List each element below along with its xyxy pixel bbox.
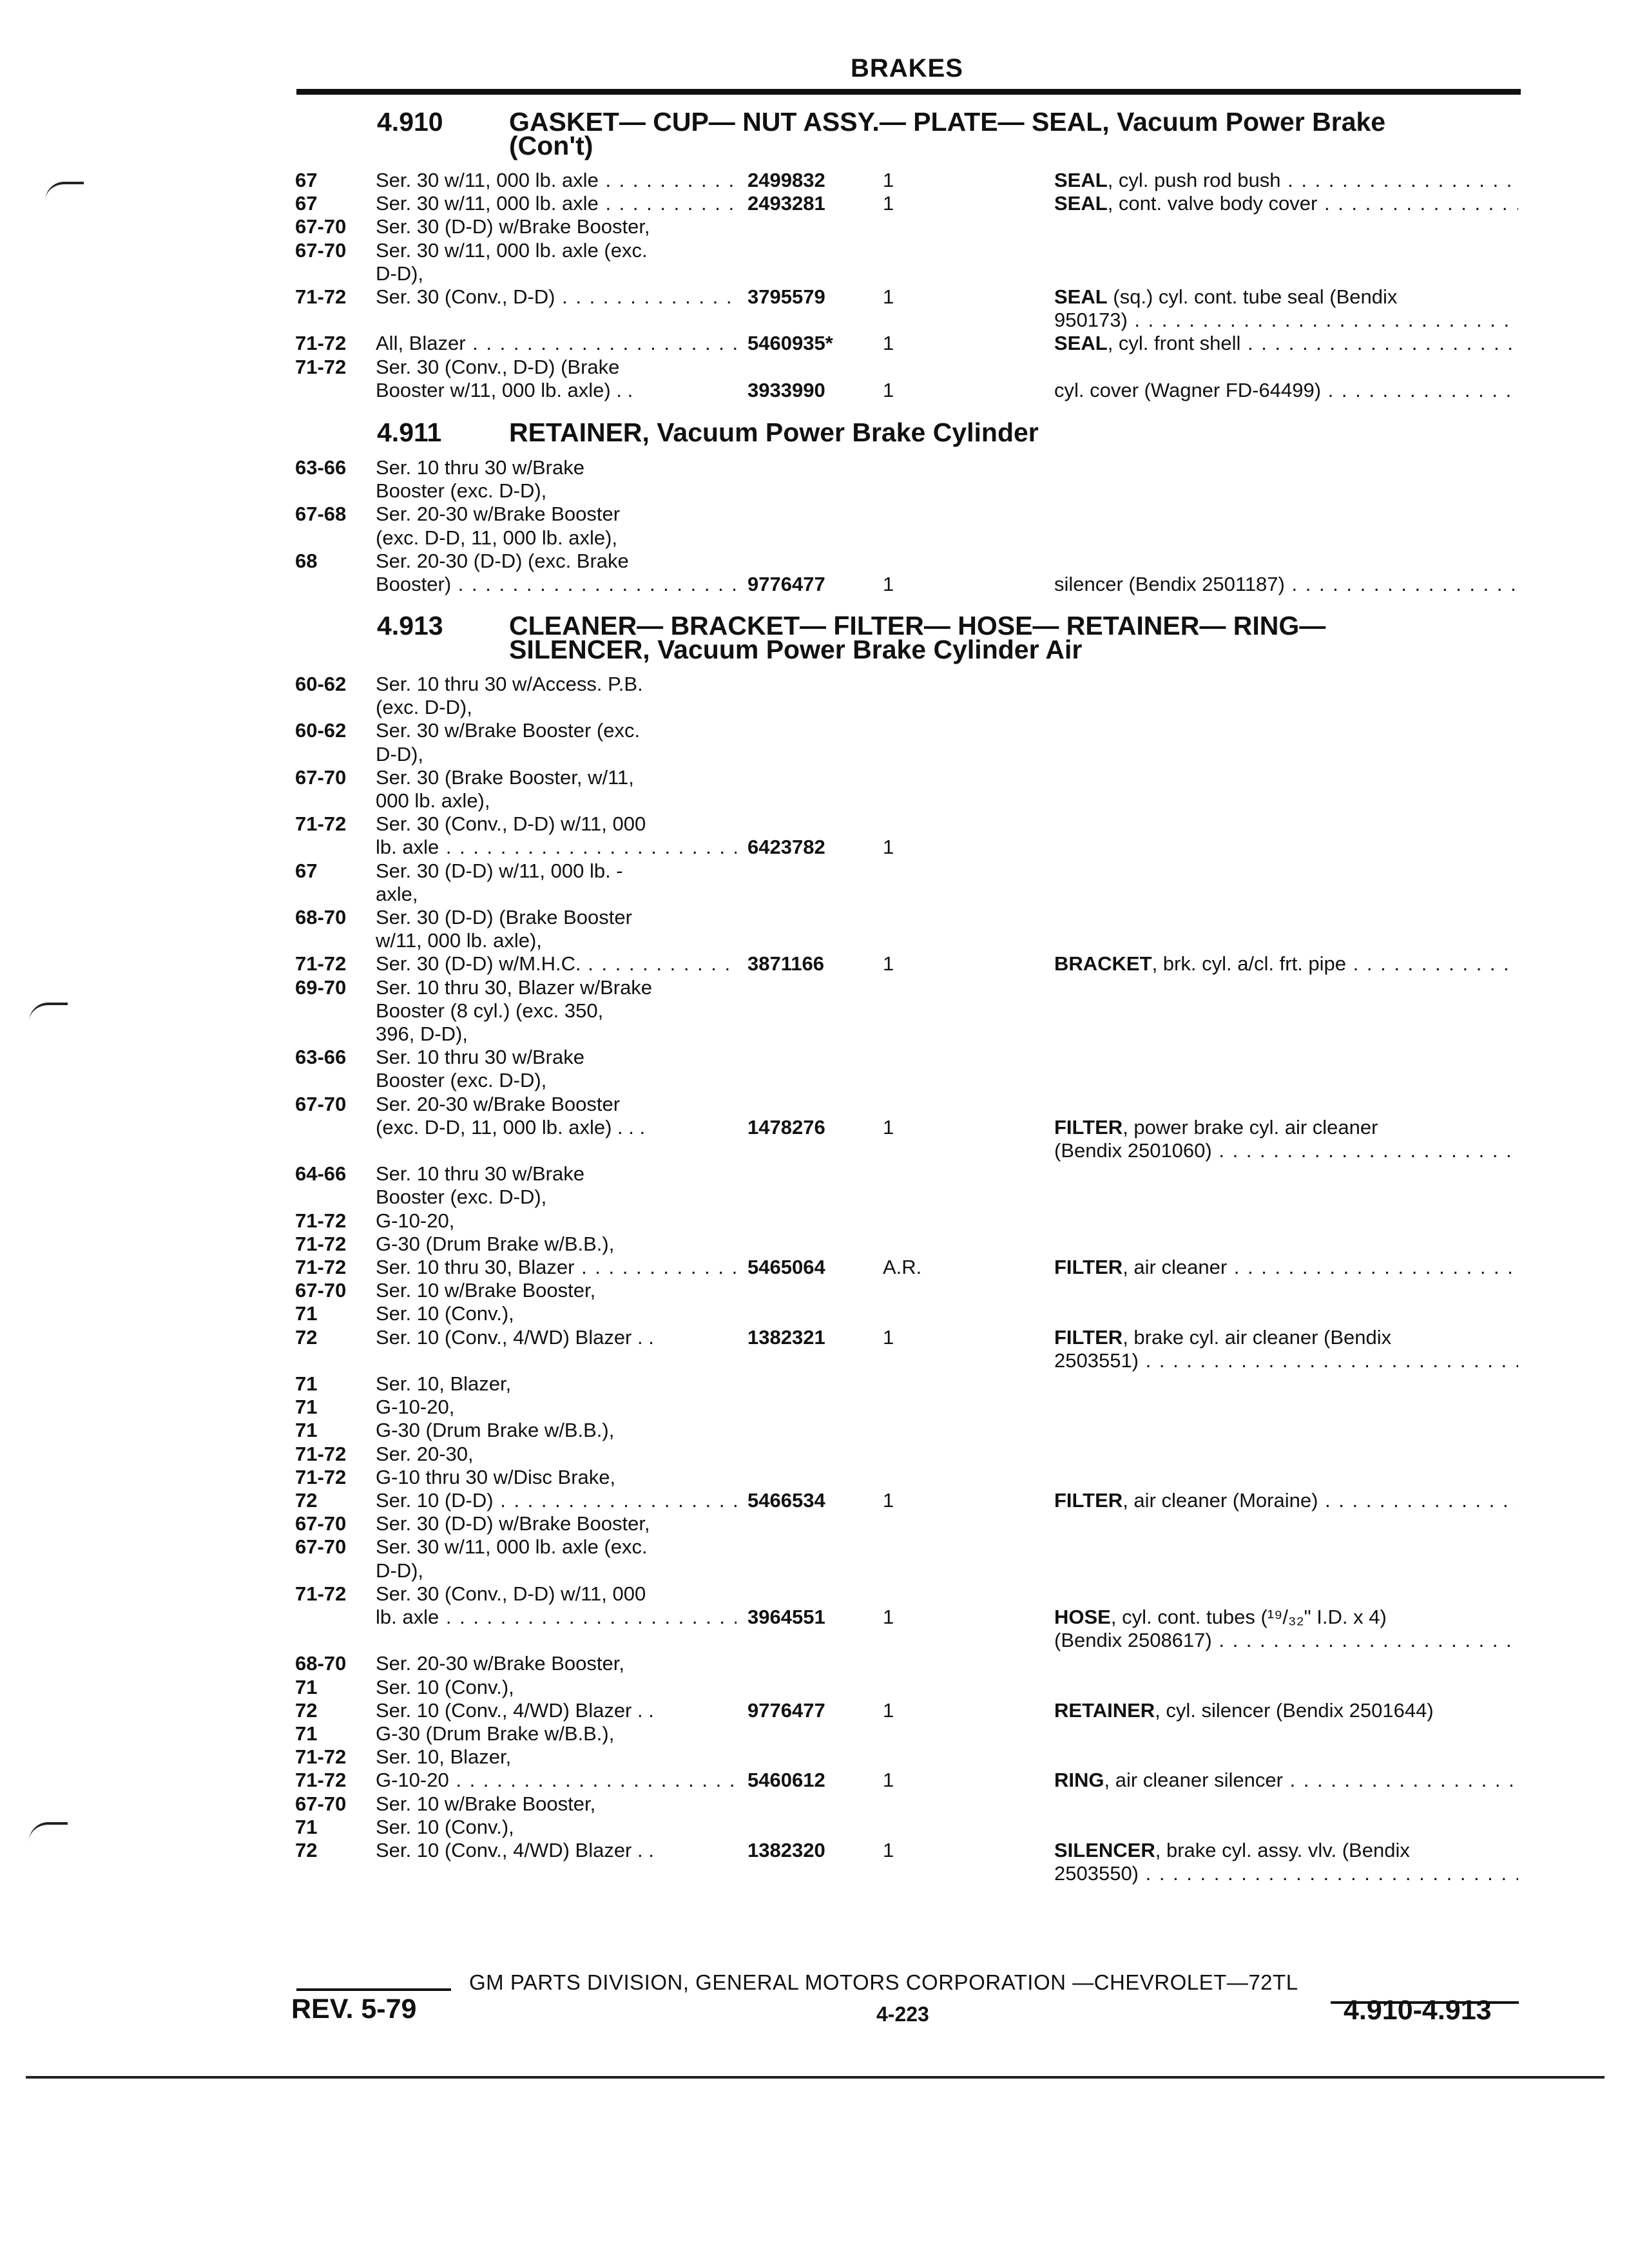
part-description — [1054, 332, 1518, 355]
part-detail: 2503551) — [1054, 1349, 1139, 1372]
model-years: 71-72 — [295, 1465, 347, 1488]
part-name: SEAL — [1054, 285, 1108, 308]
catalog-line — [0, 673, 1629, 698]
application: Booster (exc. D-D), — [376, 1069, 547, 1092]
quantity: 1 — [883, 836, 894, 859]
model-years: 68 — [295, 549, 318, 572]
footer-section-range: 4.910-4.913 — [1344, 1995, 1492, 2026]
application: Ser. 30 (Conv., D-D) (Brake — [376, 355, 620, 378]
catalog-line — [0, 976, 1629, 1002]
catalog-line — [0, 169, 1629, 195]
catalog-line — [0, 239, 1629, 265]
page-title: BRAKES — [851, 54, 963, 82]
part-detail: , cyl. cont. tubes (¹⁹/₃₂" I.D. x 4) — [1110, 1606, 1387, 1628]
model-years: 71-72 — [295, 952, 347, 975]
model-years: 71 — [295, 1396, 318, 1419]
catalog-line — [0, 526, 1629, 552]
application: (exc. D-D, 11, 000 lb. axle), — [376, 526, 618, 549]
part-name: FILTER — [1054, 1115, 1123, 1139]
section-title: GASKET— CUP— NUT ASSY.— PLATE— SEAL, Vacuum Power Brake — [509, 107, 1386, 137]
catalog-line — [0, 1535, 1629, 1561]
model-years: 67-70 — [295, 1535, 347, 1559]
part-number: 5460935* — [747, 332, 833, 355]
application: Ser. 30 (Conv., D-D) . . . — [376, 285, 737, 309]
application: Ser. 10 (Conv., 4/WD) Blazer . . — [376, 1839, 654, 1861]
application: Ser. 30 (Brake Booster, w/11, — [376, 765, 634, 789]
application: Ser. 30 w/11, 000 lb. axle (exc. — [376, 1535, 648, 1559]
application: G-10-20, — [376, 1396, 455, 1419]
application: Ser. 10 thru 30, Blazer . . . — [376, 1256, 737, 1279]
model-years: 71-72 — [295, 1745, 347, 1769]
catalog-line — [0, 1023, 1629, 1048]
model-years: 67-70 — [295, 215, 347, 238]
model-years: 67-70 — [295, 238, 347, 262]
model-years: 67 — [295, 859, 318, 882]
model-years: 71-72 — [295, 1209, 347, 1232]
application: Booster (exc. D-D), — [376, 1186, 547, 1209]
application: Ser. 30 (Conv., D-D) w/11, 000 — [376, 1582, 646, 1605]
application: lb. axle . . . — [376, 1606, 737, 1629]
model-years: 67-70 — [295, 1792, 347, 1815]
part-description — [1054, 1606, 1518, 1629]
application: G-30 (Drum Brake w/B.B.), — [376, 1722, 615, 1745]
catalog-line — [0, 1582, 1629, 1608]
catalog-line — [0, 1862, 1629, 1888]
part-number: 6423782 — [747, 836, 825, 859]
catalog-line — [0, 1792, 1629, 1818]
application: Booster w/11, 000 lb. axle) . . — [376, 378, 633, 401]
section-number: 4.910 — [377, 107, 443, 137]
part-name: RETAINER — [1054, 1698, 1155, 1722]
part-number: 5465064 — [747, 1256, 825, 1278]
part-description — [1054, 1769, 1518, 1792]
catalog-line — [0, 812, 1629, 838]
model-years: 72 — [295, 1698, 318, 1722]
part-detail: , cyl. push rod bush — [1107, 169, 1281, 191]
application: D-D), — [376, 262, 424, 285]
catalog-line — [0, 789, 1629, 815]
application: Ser. 30 (Conv., D-D) w/11, 000 — [376, 812, 646, 836]
model-years: 71-72 — [295, 1442, 347, 1465]
application: Ser. 30 (D-D) w/Brake Booster, — [376, 1512, 650, 1535]
catalog-line — [0, 479, 1629, 505]
part-description — [1054, 1139, 1518, 1162]
part-detail: cyl. cover (Wagner FD-64499) — [1054, 378, 1322, 401]
application: G-10-20 . . . — [376, 1769, 737, 1792]
application: Ser. 10 (D-D) . . . — [376, 1489, 737, 1512]
part-detail: (sq.) cyl. cont. tube seal (Bendix — [1107, 285, 1398, 308]
catalog-line — [0, 503, 1629, 528]
part-description — [1054, 1349, 1518, 1372]
application: Ser. 20-30 w/Brake Booster, — [376, 1652, 624, 1675]
part-description — [1054, 952, 1518, 975]
part-detail: , brake cyl. air cleaner (Bendix — [1123, 1325, 1392, 1349]
model-years: 67 — [295, 192, 318, 215]
catalog-line — [0, 215, 1629, 241]
catalog-line — [0, 952, 1629, 978]
part-name: RING — [1054, 1769, 1104, 1792]
catalog-line — [0, 1233, 1629, 1258]
catalog-line — [0, 1769, 1629, 1794]
application: axle, — [376, 882, 418, 905]
part-detail: , cyl. silencer (Bendix 2501644) — [1155, 1698, 1434, 1722]
application: Ser. 10 (Conv.), — [376, 1675, 514, 1698]
catalog-line — [0, 906, 1629, 932]
part-detail: , brk. cyl. a/cl. frt. pipe — [1152, 952, 1347, 975]
quantity: 1 — [883, 1698, 894, 1722]
model-years: 72 — [295, 1839, 318, 1861]
footer-page-number: 4-223 — [876, 2003, 929, 2026]
quantity: 1 — [883, 1606, 894, 1628]
application: Ser. 10 w/Brake Booster, — [376, 1792, 596, 1815]
application: Ser. 10 thru 30 w/Brake — [376, 456, 584, 479]
part-name: FILTER — [1054, 1325, 1123, 1349]
part-name: FILTER — [1054, 1256, 1123, 1278]
catalog-line — [0, 719, 1629, 745]
model-years: 71 — [295, 1675, 318, 1698]
application: Ser. 10 thru 30, Blazer w/Brake — [376, 975, 653, 999]
application: Ser. 30 w/11, 000 lb. axle (exc. — [376, 238, 648, 262]
catalog-line — [0, 1326, 1629, 1352]
model-years: 72 — [295, 1325, 318, 1349]
application: Booster) . . . — [376, 573, 737, 596]
model-years: 71-72 — [295, 812, 347, 836]
part-number: 1382320 — [747, 1839, 825, 1861]
part-number: 1478276 — [747, 1115, 825, 1139]
catalog-line — [0, 309, 1629, 334]
model-years: 71 — [295, 1815, 318, 1838]
application: G-30 (Drum Brake w/B.B.), — [376, 1419, 615, 1442]
catalog-line — [0, 999, 1629, 1025]
part-number: 5466534 — [747, 1489, 825, 1512]
part-description — [1054, 192, 1518, 215]
part-detail: , cyl. front shell — [1107, 332, 1241, 355]
application: Ser. 30 w/11, 000 lb. axle . . . — [376, 192, 737, 215]
model-years: 71 — [295, 1419, 318, 1442]
catalog-line — [0, 1093, 1629, 1119]
quantity: 1 — [883, 1325, 894, 1349]
part-name: BRACKET — [1054, 952, 1152, 975]
part-detail: 2503550) — [1054, 1862, 1139, 1885]
section-number: 4.911 — [377, 418, 442, 447]
model-years: 67-70 — [295, 1092, 347, 1115]
application: 396, D-D), — [376, 1023, 468, 1045]
model-years: 71 — [295, 1722, 318, 1745]
model-years: 71-72 — [295, 1232, 347, 1255]
quantity: 1 — [883, 285, 894, 308]
model-years: 60-62 — [295, 673, 347, 695]
application: (exc. D-D), — [376, 696, 472, 719]
application: G-30 (Drum Brake w/B.B.), — [376, 1232, 615, 1255]
application: Ser. 30 w/11, 000 lb. axle . . . — [376, 169, 737, 192]
quantity: 1 — [883, 1769, 894, 1792]
part-detail: , brake cyl. assy. vlv. (Bendix — [1155, 1839, 1410, 1861]
model-years: 71-72 — [295, 285, 347, 308]
part-name: SEAL — [1054, 332, 1108, 355]
part-name: FILTER — [1054, 1489, 1123, 1512]
application: Ser. 30 (D-D) w/Brake Booster, — [376, 215, 650, 238]
part-number: 2493281 — [747, 192, 825, 215]
catalog-line — [0, 1069, 1629, 1095]
model-years: 71-72 — [295, 332, 347, 355]
catalog-line — [0, 550, 1629, 575]
model-years: 67-70 — [295, 1279, 347, 1302]
quantity: 1 — [883, 378, 894, 401]
catalog-line — [0, 1279, 1629, 1305]
catalog-line — [0, 1816, 1629, 1841]
catalog-line — [0, 1419, 1629, 1445]
model-years: 67 — [295, 169, 318, 191]
part-description — [1054, 573, 1518, 596]
section-title-continued: SILENCER, Vacuum Power Brake Cylinder Air — [509, 635, 1083, 664]
part-number: 3871166 — [747, 952, 824, 975]
part-detail: , power brake cyl. air cleaner — [1123, 1115, 1378, 1139]
part-description — [1054, 285, 1518, 309]
catalog-line — [0, 1606, 1629, 1631]
part-description — [1054, 1839, 1518, 1862]
catalog-line — [0, 743, 1629, 769]
part-number: 9776477 — [747, 1698, 825, 1722]
application: (exc. D-D, 11, 000 lb. axle) . . . — [376, 1115, 646, 1139]
section-number: 4.913 — [377, 611, 443, 640]
catalog-line — [0, 1162, 1629, 1188]
part-number: 3795579 — [747, 285, 825, 308]
catalog-line — [0, 262, 1629, 288]
catalog-line — [0, 379, 1629, 405]
section-title: RETAINER, Vacuum Power Brake Cylinder — [509, 418, 1039, 447]
part-description — [1054, 1629, 1518, 1652]
model-years: 69-70 — [295, 975, 347, 999]
catalog-line — [0, 192, 1629, 218]
section-title: CLEANER— BRACKET— FILTER— HOSE— RETAINER— RING— — [509, 611, 1326, 640]
application: Ser. 10 thru 30 w/Brake — [376, 1162, 584, 1186]
catalog-line — [0, 1139, 1629, 1165]
part-description — [1054, 379, 1518, 402]
application: w/11, 000 lb. axle), — [376, 929, 542, 952]
model-years: 67-68 — [295, 503, 347, 526]
part-detail: , air cleaner — [1123, 1256, 1228, 1278]
model-years: 72 — [295, 1489, 318, 1512]
application: Ser. 10 thru 30 w/Brake — [376, 1046, 584, 1069]
application: Ser. 20-30 w/Brake Booster — [376, 503, 621, 526]
application: Ser. 20-30 (D-D) (exc. Brake — [376, 549, 629, 572]
header-rule — [296, 89, 1521, 95]
part-detail: (Bendix 2508617) — [1054, 1629, 1212, 1652]
catalog-line — [0, 1186, 1629, 1211]
catalog-line — [0, 332, 1629, 358]
application: 000 lb. axle), — [376, 789, 490, 812]
part-name: SEAL — [1054, 192, 1108, 215]
part-detail: (Bendix 2501060) — [1054, 1139, 1212, 1162]
model-years: 71 — [295, 1302, 318, 1325]
catalog-line — [0, 1629, 1629, 1655]
catalog-line — [0, 929, 1629, 955]
application: Ser. 20-30 w/Brake Booster — [376, 1092, 621, 1115]
catalog-line — [0, 1046, 1629, 1072]
application: Ser. 10 (Conv., 4/WD) Blazer . . — [376, 1698, 654, 1722]
catalog-line — [0, 836, 1629, 861]
application: Ser. 10, Blazer, — [376, 1745, 512, 1769]
catalog-line — [0, 860, 1629, 885]
part-description — [1054, 1116, 1518, 1139]
section-title-continued: (Con't) — [509, 131, 593, 160]
model-years: 63-66 — [295, 456, 347, 479]
model-years: 68-70 — [295, 1652, 347, 1675]
model-years: 60-62 — [295, 719, 347, 742]
quantity: 1 — [883, 1839, 894, 1861]
part-detail: 950173) — [1054, 309, 1128, 332]
part-name: SEAL — [1054, 169, 1108, 191]
application: Ser. 30 (D-D) (Brake Booster — [376, 906, 632, 928]
part-name: SILENCER — [1054, 1839, 1155, 1861]
catalog-line — [0, 1699, 1629, 1725]
catalog-line — [0, 1396, 1629, 1421]
catalog-line — [0, 1466, 1629, 1492]
model-years: 68-70 — [295, 906, 347, 928]
catalog-line — [0, 1745, 1629, 1771]
catalog-line — [0, 883, 1629, 908]
application: Ser. 30 w/Brake Booster (exc. — [376, 719, 641, 742]
application: Ser. 10 thru 30 w/Access. P.B. — [376, 673, 643, 695]
catalog-line — [0, 1512, 1629, 1538]
catalog-line — [0, 766, 1629, 792]
model-years: 71 — [295, 1372, 318, 1395]
application: Booster (8 cyl.) (exc. 350, — [376, 999, 604, 1022]
catalog-line — [0, 1652, 1629, 1678]
catalog-line — [0, 1489, 1629, 1515]
quantity: A.R. — [883, 1256, 922, 1278]
application: G-10-20, — [376, 1209, 455, 1232]
application: Ser. 30 (D-D) w/11, 000 lb. - — [376, 859, 623, 882]
part-description — [1054, 169, 1518, 192]
scan-edge-line — [26, 2076, 1605, 2079]
model-years: 67-70 — [295, 1512, 347, 1535]
model-years: 71-72 — [295, 1769, 347, 1792]
catalog-line — [0, 696, 1629, 722]
footer-revision: REV. 5-79 — [291, 1994, 417, 2024]
application: All, Blazer . . . — [376, 332, 737, 355]
application: Ser. 10 (Conv., 4/WD) Blazer . . — [376, 1325, 654, 1349]
catalog-line — [0, 285, 1629, 311]
catalog-line — [0, 573, 1629, 599]
part-name: HOSE — [1054, 1606, 1111, 1628]
part-number: 5460612 — [747, 1769, 825, 1792]
application: Ser. 10, Blazer, — [376, 1372, 512, 1395]
part-number: 1382321 — [747, 1325, 825, 1349]
catalog-line — [0, 1443, 1629, 1468]
quantity: 1 — [883, 169, 894, 191]
catalog-line — [0, 1676, 1629, 1702]
part-detail: silencer (Bendix 2501187) — [1054, 573, 1285, 595]
part-detail: , air cleaner (Moraine) — [1123, 1489, 1318, 1512]
part-detail: , air cleaner silencer — [1104, 1769, 1283, 1792]
catalog-line — [0, 1839, 1629, 1865]
catalog-line — [0, 1372, 1629, 1398]
part-description — [1054, 309, 1518, 332]
quantity: 1 — [883, 1489, 894, 1512]
model-years: 67-70 — [295, 765, 347, 789]
part-number: 3933990 — [747, 378, 825, 401]
part-description — [1054, 1326, 1518, 1349]
application: Ser. 20-30, — [376, 1442, 474, 1465]
catalog-line — [0, 1302, 1629, 1328]
part-detail: , cont. valve body cover — [1107, 192, 1318, 215]
part-number: 2499832 — [747, 169, 825, 191]
application: Ser. 10 (Conv.), — [376, 1815, 514, 1838]
model-years: 71-72 — [295, 1256, 347, 1278]
catalog-line — [0, 1349, 1629, 1375]
catalog-line — [0, 1722, 1629, 1748]
catalog-line — [0, 1116, 1629, 1142]
application: Ser. 10 w/Brake Booster, — [376, 1279, 596, 1302]
catalog-line — [0, 1209, 1629, 1235]
application: D-D), — [376, 742, 424, 765]
application: G-10 thru 30 w/Disc Brake, — [376, 1465, 616, 1488]
model-years: 64-66 — [295, 1162, 347, 1186]
catalog-line — [0, 456, 1629, 482]
part-description — [1054, 1489, 1518, 1512]
part-description — [1054, 1256, 1518, 1279]
footer-rule-left — [296, 1988, 451, 1991]
application: D-D), — [376, 1559, 424, 1582]
model-years: 63-66 — [295, 1046, 347, 1069]
footer-company: GM PARTS DIVISION, GENERAL MOTORS CORPORATION —CHEVROLET—72TL — [469, 1970, 1298, 1994]
catalog-line — [0, 1559, 1629, 1585]
catalog-line — [0, 356, 1629, 381]
quantity: 1 — [883, 952, 894, 975]
model-years: 71-72 — [295, 1582, 347, 1605]
part-description — [1054, 1862, 1518, 1885]
application: Ser. 10 (Conv.), — [376, 1302, 514, 1325]
quantity: 1 — [883, 192, 894, 215]
part-description — [1054, 1699, 1518, 1722]
part-number: 3964551 — [747, 1606, 825, 1628]
application: Booster (exc. D-D), — [376, 479, 547, 503]
quantity: 1 — [883, 1115, 894, 1139]
quantity: 1 — [883, 573, 894, 595]
application: Ser. 30 (D-D) w/M.H.C. . . . — [376, 952, 737, 975]
quantity: 1 — [883, 332, 894, 355]
application: lb. axle . . . — [376, 836, 737, 859]
part-number: 9776477 — [747, 573, 825, 595]
catalog-line — [0, 1256, 1629, 1282]
model-years: 71-72 — [295, 355, 347, 378]
